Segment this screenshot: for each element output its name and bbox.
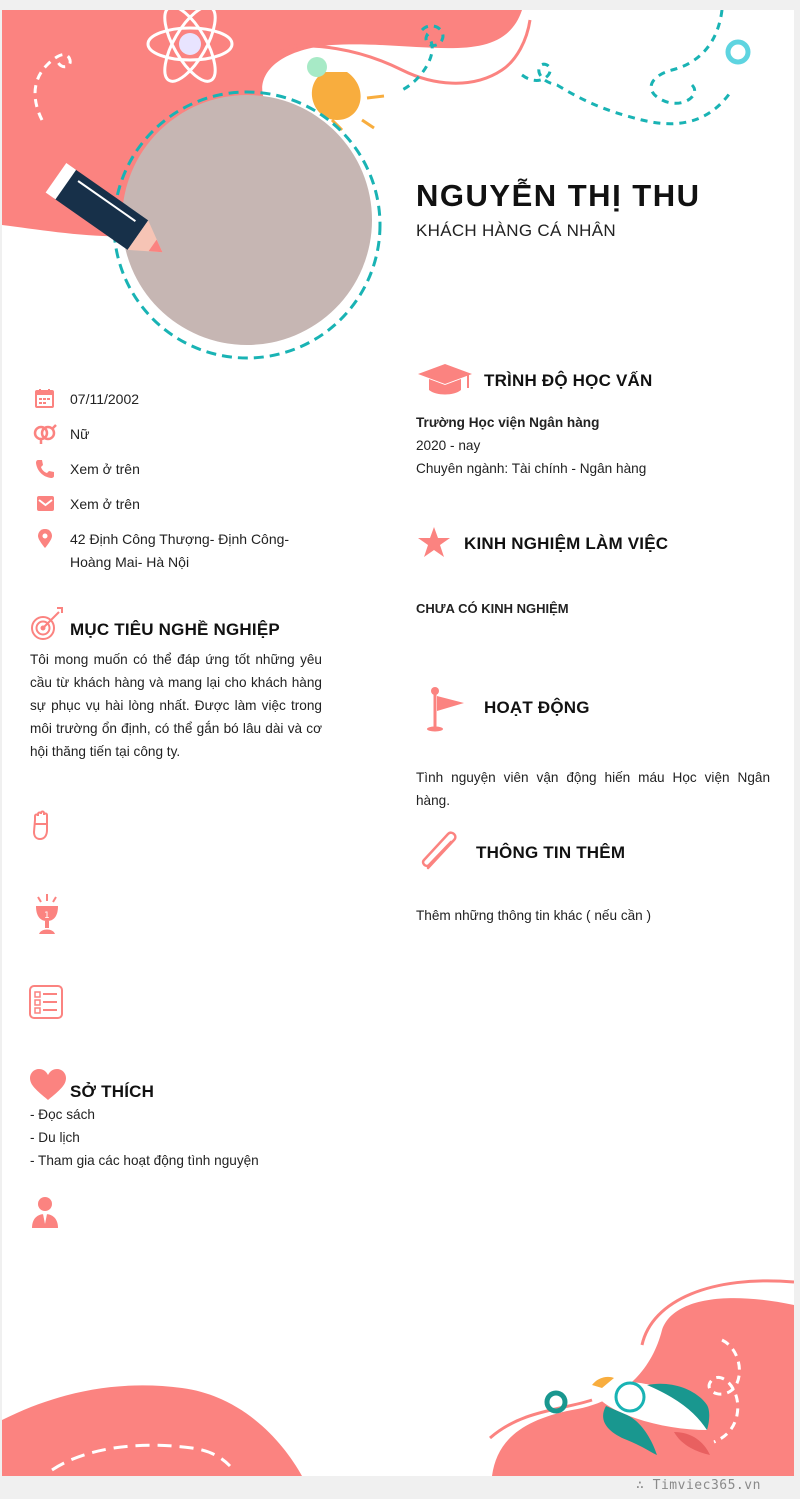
- activities-text: Tình nguyện viên vận động hiến máu Học viện Ngân hàng.: [416, 770, 770, 808]
- checklist-icon: [28, 984, 64, 1020]
- experience-text: CHƯA CÓ KINH NGHIỆM: [416, 601, 569, 616]
- experience-title: KINH NGHIỆM LÀM VIỆC: [464, 534, 669, 553]
- education-period: 2020 - nay: [416, 438, 481, 453]
- extra-title: THÔNG TIN THÊM: [476, 843, 626, 862]
- candidate-name: NGUYỄN THỊ THU: [416, 178, 701, 213]
- education-title: TRÌNH ĐỘ HỌC VẤN: [484, 371, 653, 390]
- watermark: ∴ Timviec365.vn: [636, 1478, 761, 1493]
- extra-text: Thêm những thông tin khác ( nếu cần ): [416, 908, 652, 923]
- graduation-cap-icon: [416, 362, 474, 400]
- target-icon: [29, 606, 65, 642]
- objective-title: MỤC TIÊU NGHỀ NGHIỆP: [70, 620, 280, 639]
- hobbies-title: SỞ THÍCH: [70, 1082, 155, 1101]
- email-value: Xem ở trên: [70, 496, 140, 512]
- candidate-role: KHÁCH HÀNG CÁ NHÂN: [416, 221, 616, 240]
- teal-dashed-curve-1: [651, 10, 722, 103]
- teal-dashed-curve-2: [522, 64, 732, 124]
- person-icon: [30, 1196, 60, 1230]
- paperclip-icon: [418, 830, 464, 874]
- calendar-icon: [30, 388, 58, 410]
- footer-blob-left: [2, 1385, 302, 1476]
- hobby-item: - Tham gia các hoạt động tình nguyện: [30, 1153, 259, 1168]
- objective-text: Tôi mong muốn có thể đáp ứng tốt những yêu cầu từ khách hàng và mang lại cho khách hàng sự phục vụ hài lòng nhất. Được làm việc trong môi trường ổn định, có thể gắn bó lâu dài và cơ hội thăng tiến tại công ty.: [30, 652, 322, 759]
- svg-text:1: 1: [44, 911, 50, 921]
- phone-value: Xem ở trên: [70, 461, 140, 477]
- address-value: 42 Định Công Thượng- Định Công- Hoàng Mai- Hà Nội: [70, 531, 290, 570]
- education-major: Chuyên ngành: Tài chính - Ngân hàng: [416, 461, 647, 476]
- hobbies-list: [30, 1103, 330, 1172]
- location-pin-icon: [30, 528, 58, 550]
- heart-icon: [28, 1068, 68, 1102]
- flag-icon: [422, 686, 470, 734]
- birthday-value: 07/11/2002: [70, 391, 140, 407]
- gender-icon: [30, 423, 58, 445]
- footer-decoration: [2, 1270, 794, 1476]
- cv-page: [2, 10, 794, 1476]
- hobby-item: - Đọc sách: [30, 1107, 95, 1122]
- email-icon: [30, 493, 58, 515]
- hobby-item: - Du lịch: [30, 1130, 80, 1145]
- trophy-icon: [30, 892, 64, 936]
- profile-photo-placeholder: [122, 95, 372, 345]
- teal-ring: [728, 42, 748, 62]
- gender-value: Nữ: [70, 426, 90, 442]
- phone-icon: [30, 458, 58, 480]
- education-school: Trường Học viện Ngân hàng: [416, 415, 600, 430]
- raised-hand-icon: [30, 810, 54, 842]
- star-icon: [416, 526, 452, 560]
- activities-title: HOẠT ĐỘNG: [484, 698, 590, 717]
